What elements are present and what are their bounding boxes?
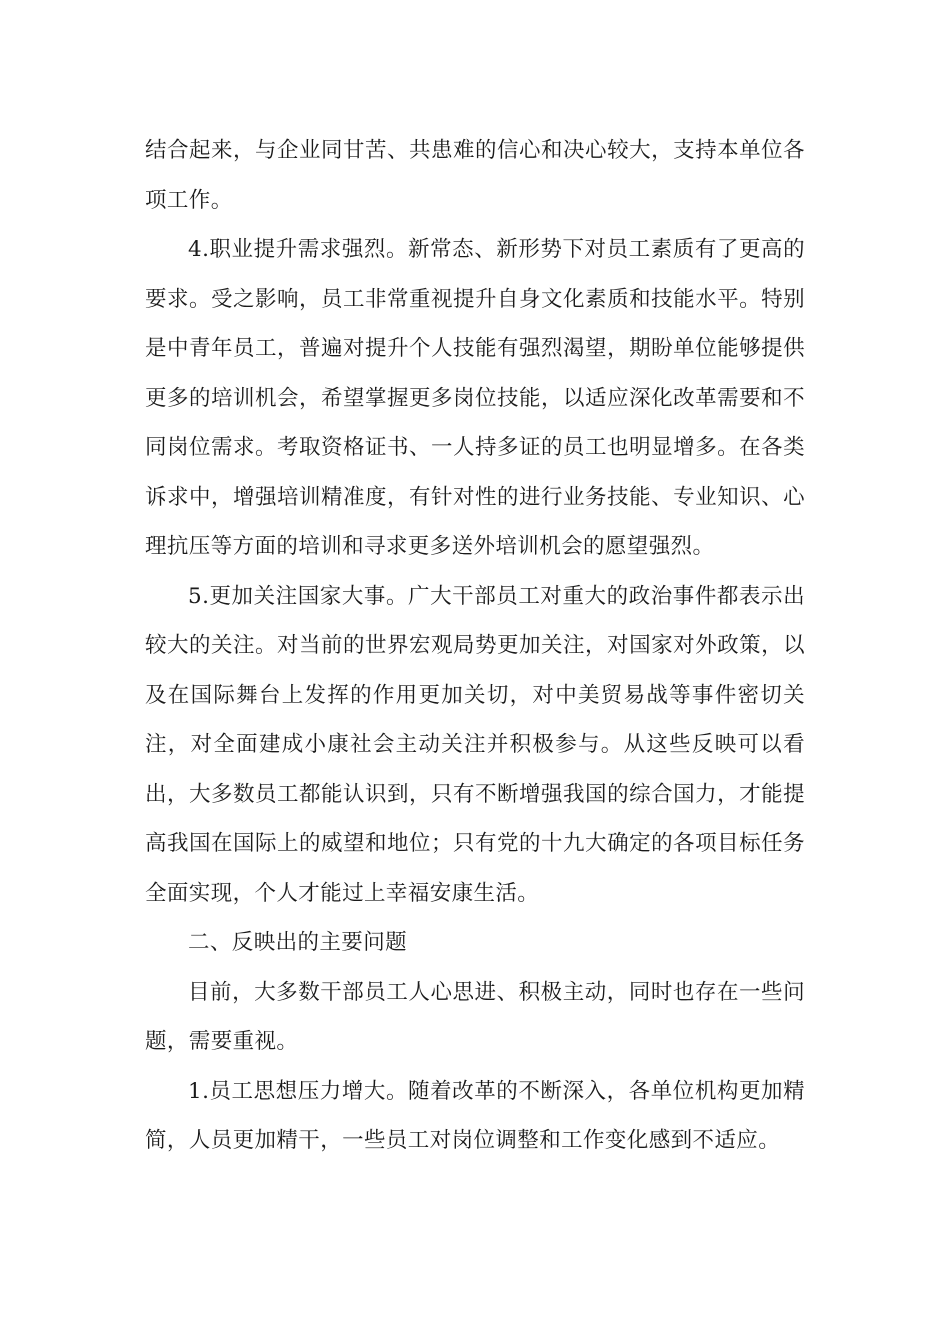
paragraph-continuation: 结合起来，与企业同甘苦、共患难的信心和决心较大，支持本单位各项工作。 xyxy=(145,138,805,213)
paragraph-pressure-increase: 1.员工思想压力增大。随着改革的不断深入，各单位机构更加精简，人员更加精干，一些员工对岗位调整和工作变化感到不适应。 xyxy=(145,1078,805,1153)
paragraph-career-development: 4.职业提升需求强烈。新常态、新形势下对员工素质有了更高的要求。受之影响，员工非常重视提升自身文化素质和技能水平。特别是中青年员工，普遍对提升个人技能有强烈渴望，期盼单位能够提供更多的培训机会，希望掌握更多岗位技能，以适应深化改革需要和不同岗位需求。考取资格证书、一人持多证的员工也明显增多。在各类诉求中，增强培训精准度，有针对性的进行业务技能、专业知识、心理抗压等方面的培训和寻求更多送外培训机会的愿望强烈。 xyxy=(145,237,805,559)
document-body xyxy=(145,126,805,1166)
paragraph-problems-intro: 目前，大多数干部员工人心思进、积极主动，同时也存在一些问题，需要重视。 xyxy=(145,979,805,1054)
section-heading-main-problems: 二、反映出的主要问题 xyxy=(188,930,408,955)
paragraph-national-affairs: 5.更加关注国家大事。广大干部员工对重大的政治事件都表示出较大的关注。对当前的世界宏观局势更加关注，对国家对外政策，以及在国际舞台上发挥的作用更加关切，对中美贸易战等事件密切关注，对全面建成小康社会主动关注并积极参与。从这些反映可以看出，大多数员工都能认识到，只有不断增强我国的综合国力，才能提高我国在国际上的威望和地位；只有党的十九大确定的各项目标任务全面实现，个人才能过上幸福安康生活。 xyxy=(145,583,805,906)
